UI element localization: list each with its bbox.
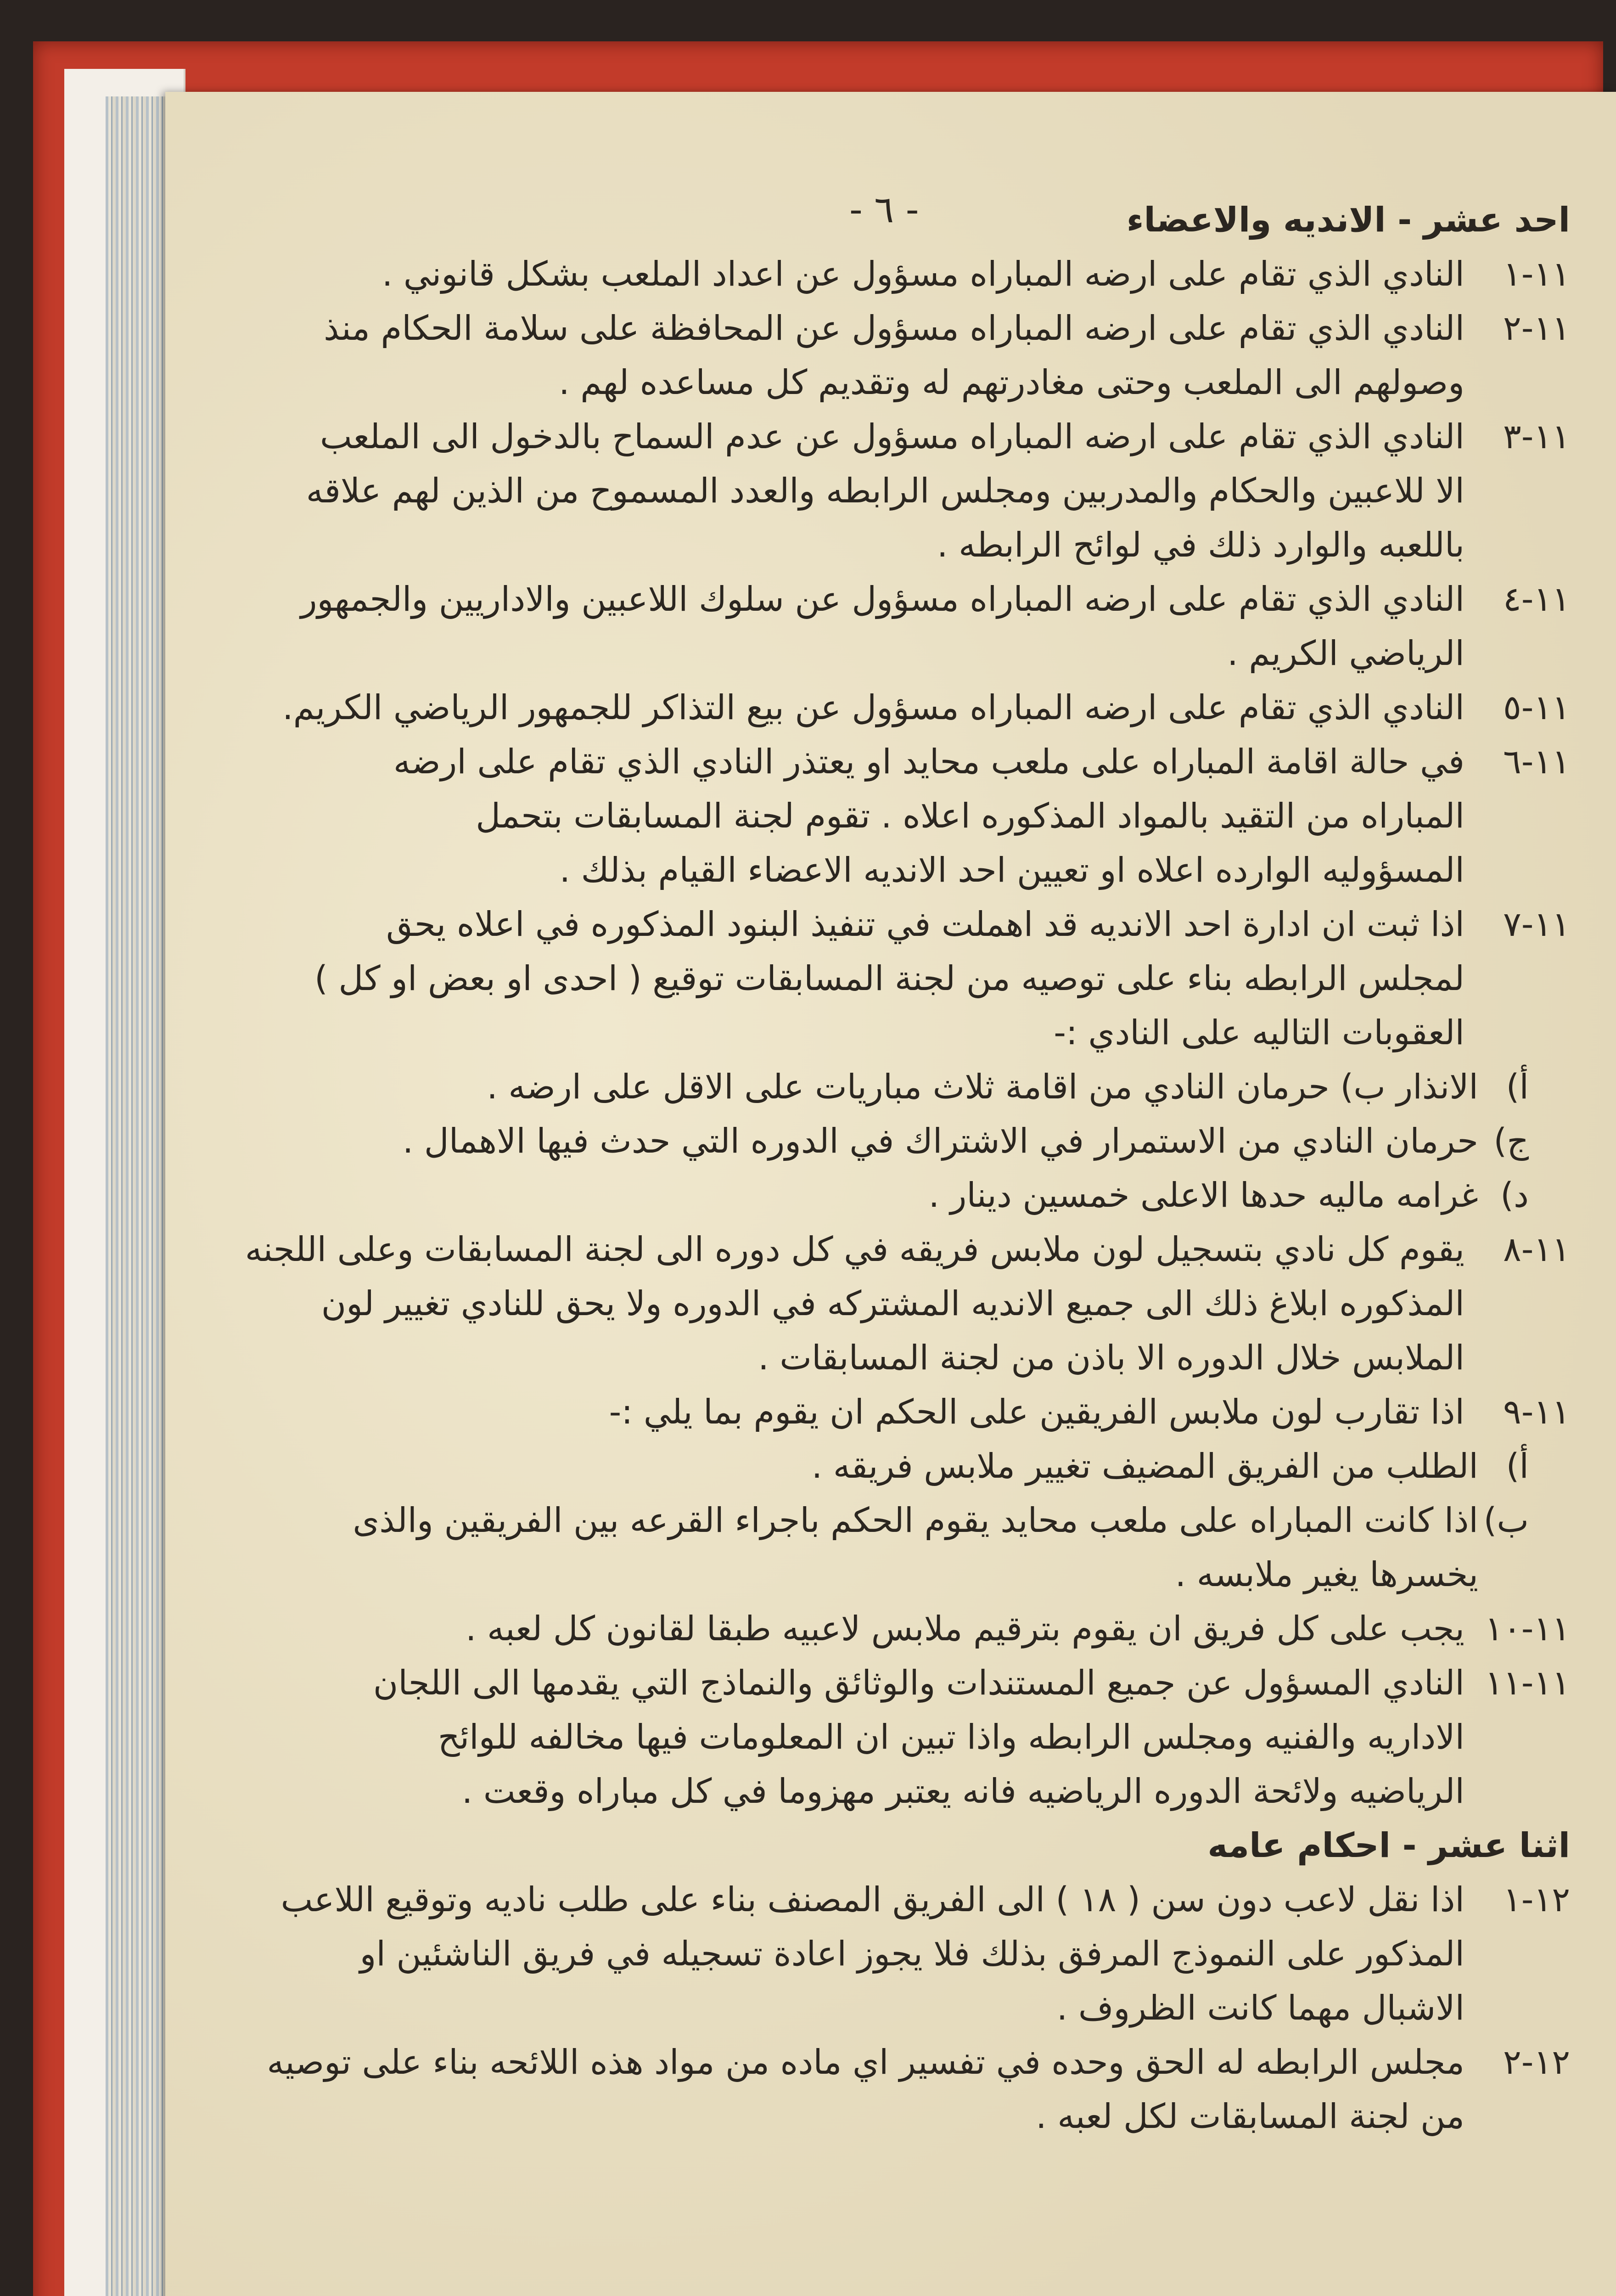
clause-number: ١١-٥ [1503, 688, 1570, 727]
clause-line: في حالة اقامة المباراه على ملعب محايد او يعتذر النادي الذي تقام على ارضه [393, 742, 1464, 782]
page-number: - ٦ - [849, 188, 919, 231]
clause-line: اذا نقل لاعب دون سن ( ١٨ ) الى الفريق المصنف بناء على طلب ناديه وتوقيع اللاعب [281, 1880, 1464, 1919]
section-11-items [257, 247, 1570, 1060]
clause-line: النادي الذي تقام على ارضه المباراه مسؤول عن سلوك اللاعبين والاداريين والجمهور [300, 580, 1464, 619]
sub-clause-label: ب) [1483, 1501, 1529, 1540]
section-11-items-c [257, 1602, 1570, 1818]
sub-clause-label: د) [1500, 1176, 1529, 1215]
clause [257, 2035, 1570, 2144]
clause [257, 897, 1570, 1060]
clause-number: ١١-١١ [1485, 1663, 1570, 1703]
clause-number: ١١-١ [1503, 254, 1570, 294]
sub-clause-line: حرمان النادي من الاستمرار في الاشتراك في الدوره التي حدث فيها الاهمال . [402, 1121, 1478, 1161]
clause [257, 301, 1570, 410]
clause-line: المباراه من التقيد بالمواد المذكوره اعلاه . تقوم لجنة المسابقات بتحمل [476, 796, 1464, 836]
sub-clause-line: يخسرها يغير ملابسه . [1175, 1555, 1478, 1594]
clause-line: النادي الذي تقام على ارضه المباراه مسؤول عن عدم السماح بالدخول الى الملعب [320, 417, 1464, 456]
section-heading-12: اثنا عشر - احكام عامه [1207, 1826, 1570, 1865]
clause-line: مجلس الرابطه له الحق وحده في تفسير اي ماده من مواد هذه اللائحه بناء على توصيه [267, 2043, 1464, 2082]
sub-clause-line: غرامه ماليه حدها الاعلى خمسين دينار . [928, 1176, 1478, 1215]
clause-line: النادي الذي تقام على ارضه المباراه مسؤول عن بيع التذاكر للجمهور الرياضي الكريم. [282, 688, 1464, 727]
clause-line: النادي الذي تقام على ارضه المباراه مسؤول عن اعداد الملعب بشكل قانوني . [382, 254, 1464, 294]
sub-clause [257, 1060, 1570, 1114]
clause-line: المسؤوليه الوارده اعلاه او تعيين احد الانديه الاعضاء القيام بذلك . [559, 850, 1464, 890]
sub-clause [257, 1168, 1570, 1222]
clause-line: الاداريه والفنيه ومجلس الرابطه واذا تبين ان المعلومات فيها مخالفه للوائح [438, 1717, 1464, 1757]
sub-clause-label: أ) [1506, 1446, 1529, 1486]
sub-clause-line: اذا كانت المباراه على ملعب محايد يقوم الحكم باجراء القرعه بين الفريقين والذى [353, 1501, 1478, 1540]
clause-line: يقوم كل نادي بتسجيل لون ملابس فريقه في كل دوره الى لجنة المسابقات وعلى اللجنه [245, 1230, 1464, 1269]
clause-line: اذا تقارب لون ملابس الفريقين على الحكم ان يقوم بما يلي :- [609, 1392, 1464, 1432]
clause-line: الا للاعبين والحكام والمدربين ومجلس الرابطه والعدد المسموح من الذين لهم علاقه [306, 471, 1464, 511]
clause [257, 1873, 1570, 2035]
clause [257, 1602, 1570, 1656]
clause-line: المذكوره ابلاغ ذلك الى جميع الانديه المشتركه في الدوره ولا يحق للنادي تغيير لون [321, 1284, 1464, 1323]
clause-number: ١١-٢ [1503, 309, 1570, 348]
sub-clause [257, 1439, 1570, 1493]
colour-rules-list [257, 1439, 1570, 1602]
penalties-list [257, 1060, 1570, 1222]
clause-number: ١٢-٢ [1503, 2043, 1570, 2082]
sub-clause-label: ج) [1493, 1121, 1529, 1161]
section-11-items-b [245, 1222, 1570, 1439]
clause [257, 410, 1570, 572]
section-12-items [257, 1873, 1570, 2144]
clause-line: يجب على كل فريق ان يقوم بترقيم ملابس لاعبيه طبقا لقانون كل لعبه . [466, 1609, 1464, 1649]
clause-line: وصولهم الى الملعب وحتى مغادرتهم له وتقديم كل مساعده لهم . [559, 363, 1464, 402]
clause [257, 572, 1570, 681]
clause-line: العقوبات التاليه على النادي :- [1054, 1013, 1464, 1052]
clause-line: الاشبال مهما كانت الظروف . [1056, 1988, 1464, 2028]
clause-number: ١١-١٠ [1485, 1609, 1570, 1649]
clause-line: اذا ثبت ان ادارة احد الانديه قد اهملت في تنفيذ البنود المذكوره في اعلاه يحق [386, 905, 1464, 944]
clause [257, 735, 1570, 897]
clause-line: الرياضيه ولائحة الدوره الرياضيه فانه يعتبر مهزوما في كل مباراه وقعت . [461, 1772, 1464, 1811]
sub-clause [257, 1493, 1570, 1602]
section-heading-11: احد عشر - الانديه والاعضاء [1126, 200, 1570, 240]
page-text [245, 174, 1570, 2144]
clause-line: الرياضي الكريم . [1227, 634, 1464, 673]
clause [257, 681, 1570, 735]
clause-line: النادي المسؤول عن جميع المستندات والوثائق والنماذج التي يقدمها الى اللجان [373, 1663, 1464, 1703]
clause-number: ١١-٦ [1503, 742, 1570, 782]
clause-line: من لجنة المسابقات لكل لعبه . [1036, 2097, 1464, 2136]
clause [257, 1656, 1570, 1818]
clause-number: ١١-٤ [1503, 580, 1570, 619]
sub-clause-line: الانذار ب) حرمان النادي من اقامة ثلاث مباريات على الاقل على ارضه . [487, 1067, 1478, 1107]
clause-line: النادي الذي تقام على ارضه المباراه مسؤول عن المحافظة على سلامة الحكام منذ [324, 309, 1464, 348]
clause-number: ١١-٨ [1503, 1230, 1570, 1269]
clause [257, 1385, 1570, 1439]
clause-line: الملابس خلال الدوره الا باذن من لجنة المسابقات . [758, 1338, 1464, 1378]
clause-number: ١١-٩ [1503, 1392, 1570, 1432]
clause-line: لمجلس الرابطه بناء على توصيه من لجنة المسابقات توقيع ( احدى او بعض او كل ) [314, 959, 1464, 998]
clause [245, 1222, 1570, 1385]
clause-number: ١٢-١ [1503, 1880, 1570, 1919]
clause-number: ١١-٣ [1503, 417, 1570, 456]
sub-clause-line: الطلب من الفريق المضيف تغيير ملابس فريقه . [811, 1446, 1478, 1486]
clause [257, 247, 1570, 301]
sub-clause-label: أ) [1506, 1067, 1529, 1107]
clause-line: المذكور على النموذج المرفق بذلك فلا يجوز اعادة تسجيله في فريق الناشئين او [359, 1934, 1464, 1974]
clause-number: ١١-٧ [1503, 905, 1570, 944]
clause-line: باللعبه والوارد ذلك في لوائح الرابطه . [937, 525, 1464, 565]
sub-clause [257, 1114, 1570, 1168]
